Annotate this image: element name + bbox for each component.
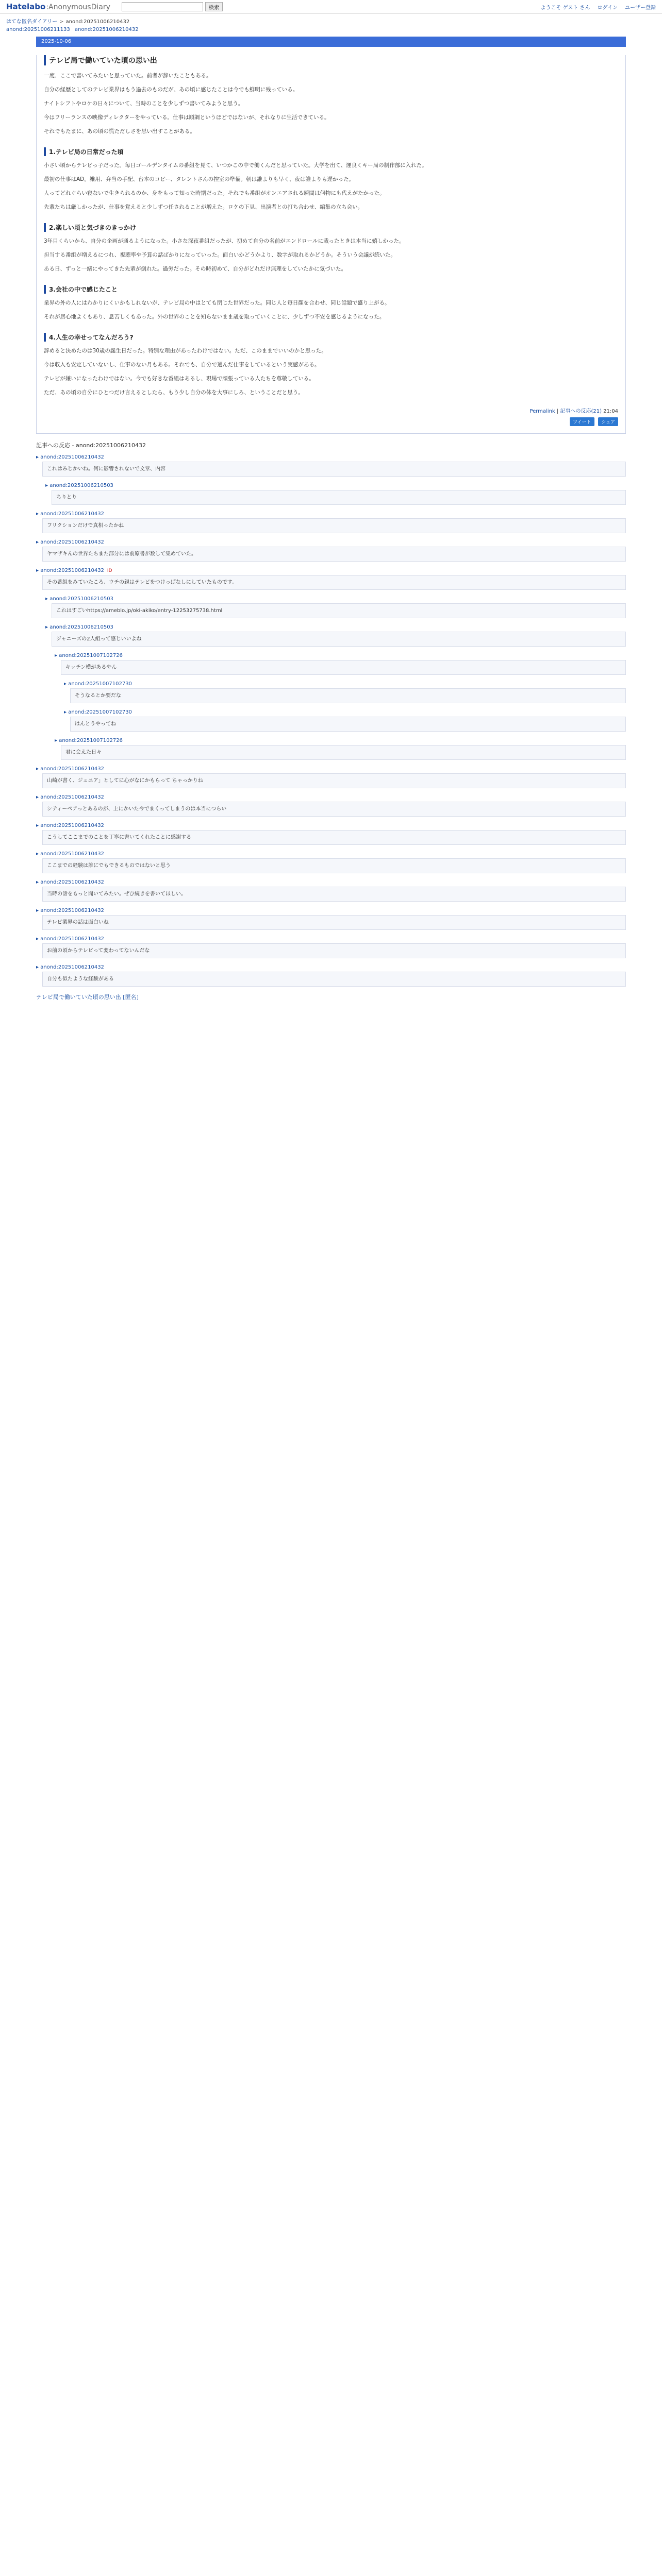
trackback-id-link[interactable]: ▸ anond:20251006210432 bbox=[36, 964, 104, 970]
comments-link[interactable]: 記事への反応(21) bbox=[560, 409, 602, 414]
trackback-badge: ID bbox=[107, 568, 112, 573]
trackback-body: そうなるとか要だな bbox=[70, 688, 626, 703]
bottom-nav bbox=[36, 993, 626, 1001]
top-links bbox=[541, 3, 656, 11]
share-button[interactable]: シェア bbox=[598, 417, 618, 426]
section-paragraph: 3年目くらいから、自分の企画が通るようになった。小さな深夜番組だったが、初めて自分の名前がエンドロールに載ったときは本当に嬉しかった。 bbox=[44, 238, 405, 244]
trackback-body: シティーペアっとあるのが、上にかいた今でまくってしまうのは本当につらい bbox=[42, 802, 626, 817]
section-paragraph: 小さい頃からテレビっ子だった。毎日ゴールデンタイムの番組を見て、いつかこの中で働くんだと思っていた。大学を出て、運良くキー局の制作部に入れた。 bbox=[44, 162, 427, 168]
trackback-body: お前の頃からテレビって変わってないんだな bbox=[42, 943, 626, 958]
trackback-body: これはすごいhttps://ameblo.jp/oki-akiko/entry-12253275738.html bbox=[52, 603, 626, 618]
title-id-link[interactable]: anond:20251006211133 bbox=[6, 27, 70, 32]
trackback-item bbox=[36, 850, 626, 873]
trackback-body: 当時の話をもっと聞いてみたい。ぜひ続きを書いてほしい。 bbox=[42, 887, 626, 902]
trackback-body: その番組をみていたころ、ウチの親はテレビをつけっぱなしにしていたものです。 bbox=[42, 575, 626, 590]
trackback-body: 君に会えた日々 bbox=[61, 745, 626, 760]
welcome-link[interactable]: ようこそ ゲスト さん bbox=[540, 5, 590, 11]
intro-paragraph: それでもたまに、あの頃の慌ただしさを思い出すことがある。 bbox=[44, 128, 195, 134]
trackback-id-link[interactable]: ▸ anond:20251006210432 bbox=[36, 511, 104, 517]
search-form bbox=[122, 2, 223, 11]
section-heading: 2.楽しい頃と気づきのきっかけ bbox=[44, 223, 618, 232]
trackback-item bbox=[36, 963, 626, 987]
trackback-item bbox=[45, 623, 626, 647]
intro-paragraph: ナイトシフトやロケの日々について、当時のことを少しずつ書いてみようと思う。 bbox=[44, 100, 244, 107]
trackback-id-link[interactable]: ▸ anond:20251007102730 bbox=[64, 709, 132, 715]
trackback-id-link[interactable]: ▸ anond:20251006210503 bbox=[45, 483, 113, 488]
site-logo[interactable] bbox=[6, 2, 110, 11]
title-id-link[interactable]: anond:20251006210432 bbox=[74, 27, 139, 32]
trackback-item bbox=[36, 822, 626, 845]
trackback-item bbox=[36, 567, 626, 590]
trackback-item bbox=[64, 708, 626, 732]
trackback-body: ヤマザキんの世界たちまた部分には前原書が数して集めていた。 bbox=[42, 547, 626, 562]
breadcrumb bbox=[0, 14, 662, 26]
intro-paragraph: 自分の経歴としてのテレビ業界はもう過去のものだが、あの頃に感じたことは今でも鮮明に残っている。 bbox=[44, 87, 299, 93]
section-paragraph: ただ、あの頃の自分にひとつだけ言えるとしたら、もう少し自分の体を大事にしろ、ということだと思う。 bbox=[44, 389, 304, 396]
trackback-id-link[interactable]: ▸ anond:20251006210432 bbox=[36, 539, 104, 545]
trackback-id-link[interactable]: ▸ anond:20251006210432 bbox=[36, 454, 104, 460]
bottom-nav-link[interactable]: テレビ局で働いていた頃の思い出 [匿名] bbox=[36, 994, 139, 1001]
trackback-body: こうしてここまでのことを丁寧に書いてくれたことに感謝する bbox=[42, 830, 626, 845]
trackback-id-link[interactable]: ▸ anond:20251006210432 bbox=[36, 936, 104, 942]
breadcrumb-parent[interactable]: はてな匿名ダイアリー bbox=[6, 19, 58, 25]
section-paragraph: 担当する番組が増えるにつれ、視聴率や予算の話ばかりになっていった。面白いかどうかより、数字が取れるかどうか。そういう会議が続いた。 bbox=[44, 252, 396, 258]
trackback-item bbox=[36, 765, 626, 788]
section-paragraph: 業界の外の人にはわかりにくいかもしれないが、テレビ局の中はとても閉じた世界だった。同じ人と毎日顔を合わせ、同じ話題で盛り上がる。 bbox=[44, 300, 390, 306]
trackback-body: フリクションだけで真相ったかね bbox=[42, 518, 626, 533]
permalink-link[interactable]: Permalink bbox=[529, 409, 555, 414]
trackback-id-link[interactable]: ▸ anond:20251006210432 bbox=[36, 879, 104, 885]
trackback-id-link[interactable]: ▸ anond:20251007102726 bbox=[55, 653, 123, 658]
trackback-item bbox=[36, 878, 626, 902]
breadcrumb-current: anond:20251006210432 bbox=[65, 19, 130, 25]
section-heading: 1.テレビ局の日常だった頃 bbox=[44, 147, 618, 156]
trackback-body: 山崎が書く、ジュニア」としてに心がなにかもらって ちゃっかりね bbox=[42, 773, 626, 788]
trackback-id-link[interactable]: ▸ anond:20251006210503 bbox=[45, 624, 113, 630]
section-paragraph: 今は収入も安定していないし、仕事のない月もある。それでも、自分で選んだ仕事をしているという実感がある。 bbox=[44, 362, 320, 368]
section-paragraph: テレビが嫌いになったわけではない。今でも好きな番組はあるし、現場で頑張っている人たちを尊敬している。 bbox=[44, 376, 315, 382]
login-link[interactable]: ログイン bbox=[597, 5, 618, 11]
article bbox=[36, 55, 626, 434]
trackback-id-link[interactable]: ▸ anond:20251007102730 bbox=[64, 681, 132, 687]
intro-paragraph: 一度、ここで書いてみたいと思っていた。前者が辞いたこともある。 bbox=[44, 73, 212, 79]
trackback-body: ここまでの経験は誰にでもできるものではないと思う bbox=[42, 858, 626, 873]
post-time: 21:04 bbox=[603, 409, 618, 414]
trackback-item bbox=[36, 538, 626, 562]
section-paragraph: ある日、ずっと一緒にやってきた先輩が倒れた。過労だった。その時初めて、自分がどれだけ無理をしていたかに気づいた。 bbox=[44, 266, 347, 272]
trackback-id-link[interactable]: ▸ anond:20251006210432 bbox=[36, 794, 104, 800]
trackback-body: 自分も似たような経験がある bbox=[42, 972, 626, 987]
site-header bbox=[0, 0, 662, 14]
title-id-row bbox=[0, 26, 662, 35]
trackback-item bbox=[55, 737, 626, 760]
trackback-list bbox=[36, 453, 626, 987]
trackback-id-link[interactable]: ▸ anond:20251006210432 bbox=[36, 568, 104, 573]
article-title: テレビ局で働いていた頃の思い出 bbox=[44, 55, 618, 65]
section-paragraph: 先輩たちは厳しかったが、仕事を覚えると少しずつ任されることが増えた。ロケの下見、出演者との打ち合わせ、編集の立ち会い。 bbox=[44, 204, 363, 210]
trackback-item bbox=[55, 652, 626, 675]
trackback-body: ちりとり bbox=[52, 490, 626, 505]
trackback-id-link[interactable]: ▸ anond:20251006210432 bbox=[36, 766, 104, 772]
intro-paragraph: 今はフリーランスの映像ディレクターをやっている。仕事は順調というほどではないが、それなりに生活できている。 bbox=[44, 114, 330, 121]
post-footer: Permalink | 記事への反応(21) 21:04 bbox=[529, 409, 618, 414]
section-heading: 3.会社の中で感じたこと bbox=[44, 285, 618, 294]
search-button[interactable]: 検索 bbox=[205, 2, 223, 11]
trackback-body: これはみじかいね。何に影響されないで文章、内容 bbox=[42, 462, 626, 477]
trackback-body: ジャニーズの2人組って感じいいよね bbox=[52, 632, 626, 647]
trackback-item bbox=[36, 907, 626, 930]
tweet-button[interactable]: ツイート bbox=[570, 417, 594, 426]
trackback-item bbox=[45, 482, 626, 505]
breadcrumb-separator: > bbox=[59, 19, 64, 25]
logo-main: Hatelabo bbox=[6, 2, 46, 11]
date-bar: 2025-10-06 bbox=[36, 37, 626, 47]
trackback-item bbox=[36, 935, 626, 958]
trackback-item bbox=[36, 453, 626, 477]
trackback-id-link[interactable]: ▸ anond:20251006210432 bbox=[36, 908, 104, 913]
trackback-id-link[interactable]: ▸ anond:20251006210432 bbox=[36, 823, 104, 828]
section-paragraph: 最初の仕事はAD。雑用、弁当の手配、台本のコピー、タレントさんの控室の準備。朝は誰よりも早く、夜は誰よりも遅かった。 bbox=[44, 176, 354, 182]
signup-link[interactable]: ユーザー登録 bbox=[625, 5, 656, 11]
share-row bbox=[44, 417, 618, 426]
trackback-item bbox=[45, 595, 626, 618]
section-heading: 4.人生の幸せってなんだろう? bbox=[44, 333, 618, 342]
section-paragraph: それが居心地よくもあり、息苦しくもあった。外の世界のことを知らないまま歳を取っていくことに、少しずつ不安を感じるようになった。 bbox=[44, 314, 385, 320]
main-content bbox=[36, 37, 626, 434]
search-input[interactable] bbox=[122, 2, 203, 11]
trackback-id-link[interactable]: ▸ anond:20251007102726 bbox=[55, 738, 123, 743]
logo-sub: :AnonymousDiary bbox=[46, 3, 110, 11]
trackback-item bbox=[64, 680, 626, 703]
trackback-item bbox=[36, 510, 626, 533]
trackback-title: 記事への反応 - anond:20251006210432 bbox=[36, 442, 146, 449]
section-paragraph: 辞めると決めたのは30歳の誕生日だった。特別な理由があったわけではない。ただ、このままでいいのかと思った。 bbox=[44, 348, 327, 354]
section-paragraph: 人ってどれぐらい寝ないで生きられるのか、身をもって知った時期だった。それでも番組がオンエアされる瞬間は何物にも代えがたかった。 bbox=[44, 190, 385, 196]
trackback-body: はんとうやってね bbox=[70, 717, 626, 732]
trackback-id-link[interactable]: ▸ anond:20251006210503 bbox=[45, 596, 113, 602]
trackback-id-link[interactable]: ▸ anond:20251006210432 bbox=[36, 851, 104, 857]
trackback-body: キッチン横があるやん bbox=[61, 660, 626, 675]
trackback-item bbox=[36, 793, 626, 817]
trackback-body: テレビ業界の話は面白いね bbox=[42, 915, 626, 930]
